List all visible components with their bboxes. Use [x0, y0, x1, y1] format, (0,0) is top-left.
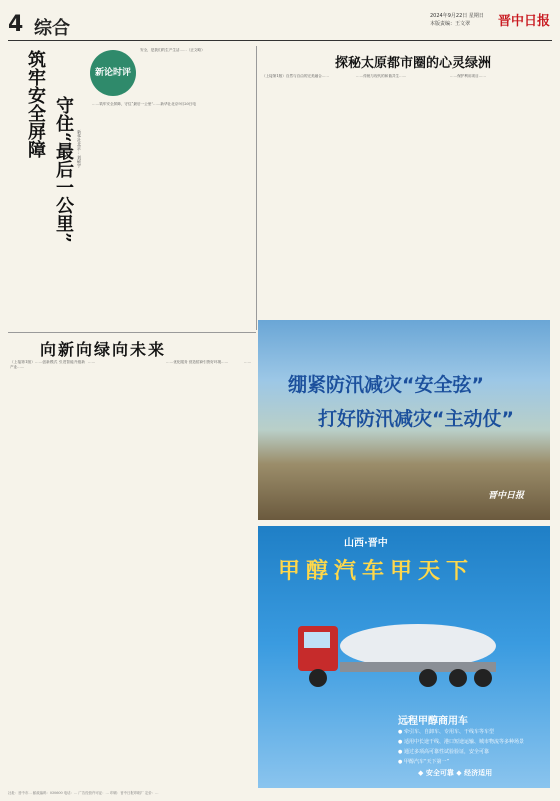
page-number: 4: [8, 12, 24, 37]
flood-ad-line-2: 打好防汛减灾“主动仗”: [318, 408, 514, 430]
ad-subtitle: 远程甲醇商用车: [398, 716, 468, 727]
page-footer: 社址：晋中市… 邮政编码：030600 电话：… 广告经营许可证：… 印刷：晋中日报印刷厂 定价：…: [8, 791, 159, 795]
article-title: 向新向绿向未来: [40, 340, 167, 359]
flood-ad-line-1: 绷紧防汛减灾“安全弦”: [288, 374, 484, 396]
feature-title: 探秘太原都市圈的心灵绿洲: [334, 56, 491, 71]
tanker-truck-image: [298, 606, 498, 696]
article-column-1: （上接第1版）……创新模式 引进智能升级新产业……: [10, 360, 85, 369]
masthead-logo: 晋中日报: [498, 14, 551, 29]
ad-slogan: ◆ 安全可靠 ◆ 经济适用: [418, 768, 493, 777]
flood-ad: [258, 320, 550, 520]
commentary-author: 新华社北京… 刘硕宇: [77, 130, 82, 168]
ad-points: [398, 728, 548, 768]
feature-column-3: ……保护利用项目……: [450, 74, 486, 78]
ad-point: ● 通过多项高可靠性试验验证，安全可靠: [398, 749, 489, 755]
section-name: 综合: [34, 18, 70, 39]
commentary-body-1: 安全，是我们的生产生活……（正文略）: [140, 48, 205, 52]
ad-point: ● 牵引车、自卸车、专用车、干线车等车型: [398, 729, 494, 735]
column-divider: [256, 46, 257, 330]
editor-credit: 本版责编：王文翠: [430, 21, 471, 27]
feature-column-1: （上接第1版）自然与自由的完美融合……: [262, 74, 329, 78]
feature-column-2: ……传统与现代的和谐共生……: [356, 74, 407, 78]
commentary-body-2: ……筑牢安全屏障，守住“最后一公里”……新华社北京9月20日电: [92, 102, 196, 106]
ad-point: ● 适用中长途干线、港口短途运输、城市物流等多种场景: [398, 739, 524, 745]
ad-region-label: 山西·晋中: [344, 538, 388, 549]
commentary-title-a: 筑牢安全屏障: [25, 50, 46, 158]
article-column-4: ……: [244, 360, 252, 364]
section-divider: [8, 332, 256, 333]
article-column-2: ……: [88, 360, 96, 364]
issue-date: 2024年9月22日 星期日: [430, 13, 484, 19]
ad-point: ● 甲醇汽车“天下第一”: [398, 759, 450, 765]
flood-ad-brand: 晋中日报: [488, 491, 525, 501]
ad-title: 甲醇汽车甲天下: [278, 559, 475, 584]
commentary-title-b: 守住“最后一公里”: [53, 96, 74, 243]
methanol-truck-ad: [258, 526, 550, 788]
commentary-badge: 新论时评: [90, 50, 136, 96]
article-column-3: ……优化服务 营造招商引资好环境……: [166, 360, 229, 364]
